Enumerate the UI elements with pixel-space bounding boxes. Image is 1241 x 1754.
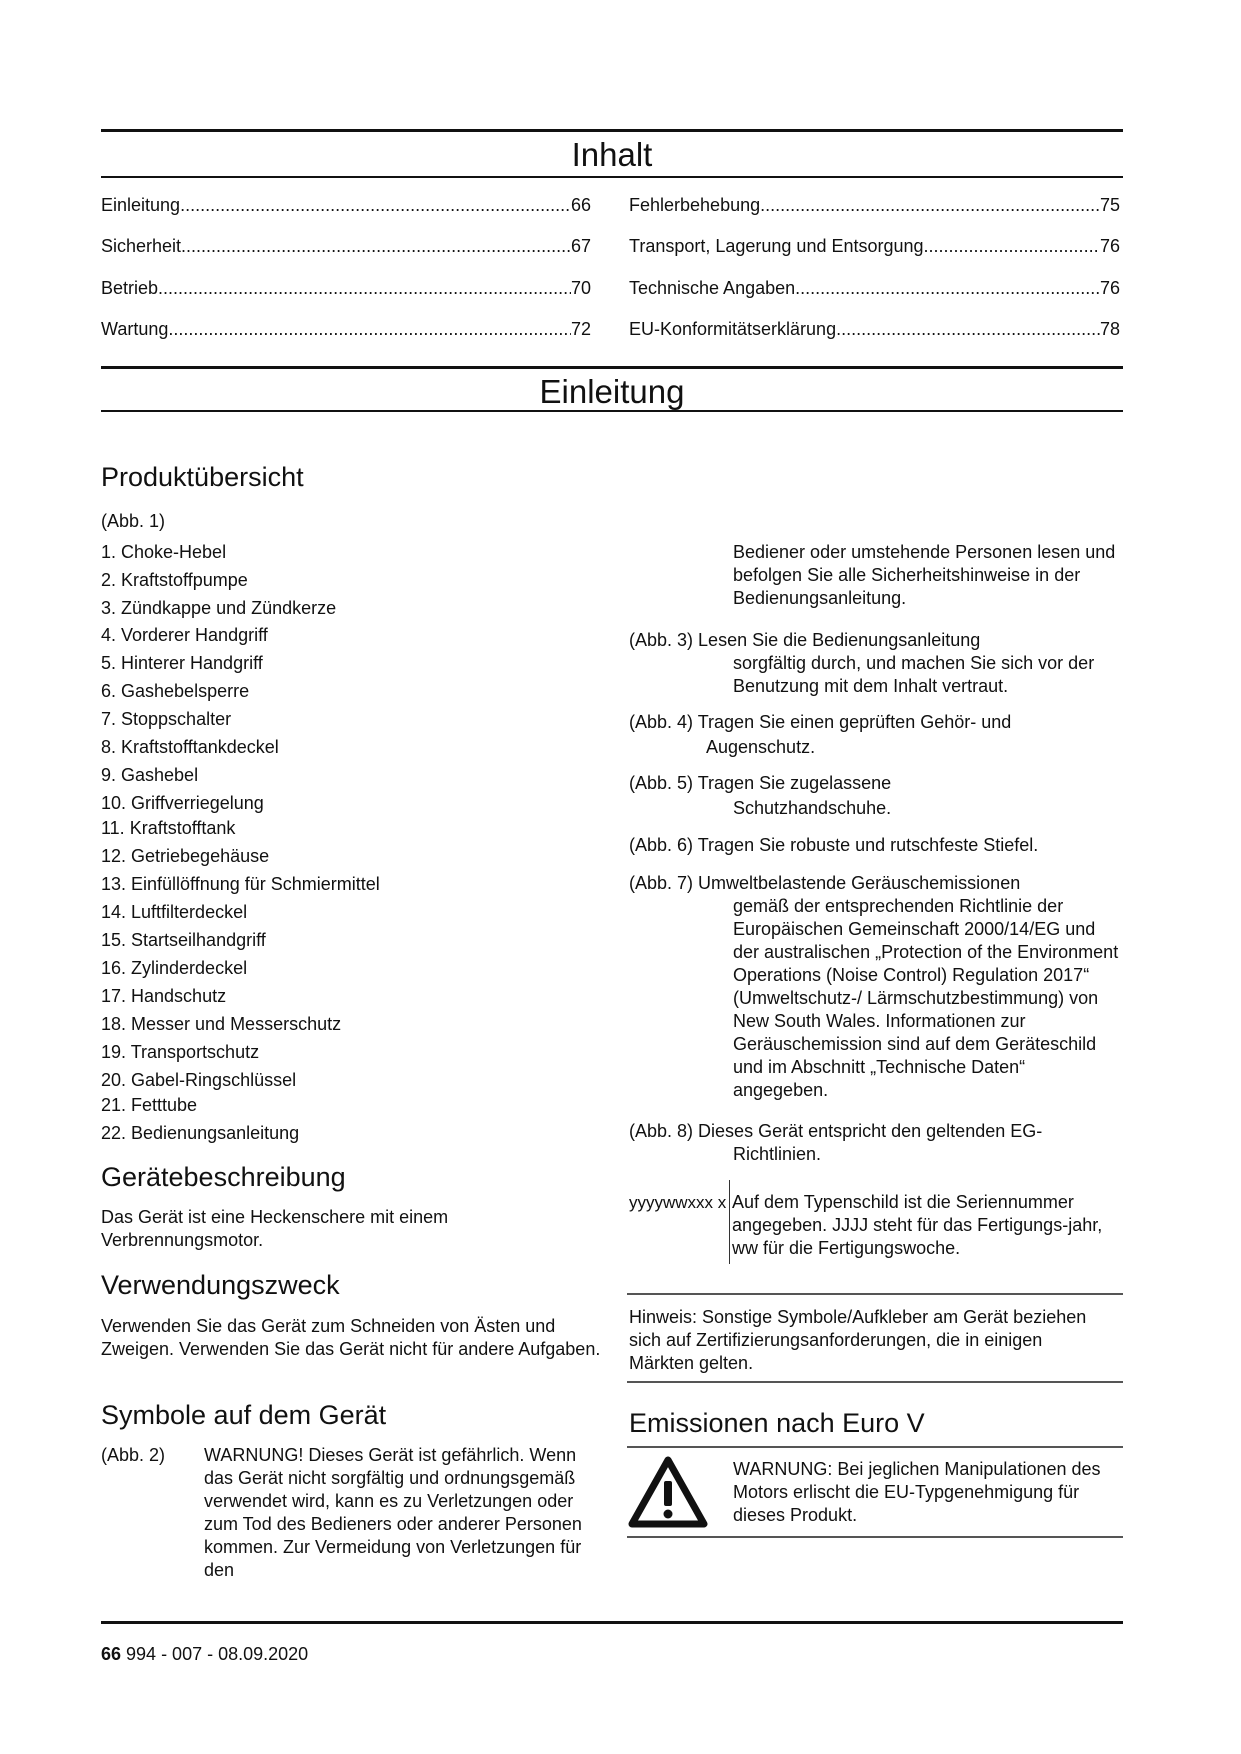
warning-body: Bei jeglichen Manipulationen des Motors erlischt die EU-Typgenehmigung für dieses Produkt. bbox=[733, 1459, 1101, 1525]
abb7-rest: gemäß der entsprechenden Richtlinie der Europäischen Gemeinschaft 2000/14/EG und der australischen „Protection of the Environment Operations (Noise Control) Regulation 2017“ (Umweltschutz-/ Lärmschutzbestimmung) von New South Wales. Informationen zur Geräuschemission sind auf dem Geräteschild und im Abschnitt „Technische Daten“ angegeben. bbox=[733, 896, 1119, 1100]
section-top-rule bbox=[101, 366, 1123, 369]
list-item: 20. Gabel-Ringschlüssel bbox=[101, 1070, 297, 1090]
list-item: 11. Kraftstofftank bbox=[101, 818, 236, 838]
toc-entry-label: Sicherheit bbox=[101, 236, 182, 256]
produkt-figure-ref: (Abb. 1) bbox=[101, 511, 166, 531]
abb5-entry bbox=[629, 772, 1121, 795]
abb3-entry bbox=[629, 629, 1121, 652]
hinweis-top-rule bbox=[627, 1293, 1123, 1295]
toc-entry-label: Betrieb bbox=[101, 278, 159, 298]
abb4-entry bbox=[629, 711, 1121, 734]
abb-first-line: Tragen Sie einen geprüften Gehör- und bbox=[697, 712, 1012, 732]
emissionen-heading: Emissionen nach Euro V bbox=[629, 1408, 925, 1438]
section-bottom-rule bbox=[101, 410, 1123, 412]
abb-label: (Abb. 5) bbox=[629, 773, 694, 793]
list-item: 17. Handschutz bbox=[101, 986, 227, 1006]
abb-first-line: Lesen Sie die Bedienungsanleitung bbox=[698, 630, 981, 650]
abb6-entry bbox=[629, 834, 1129, 857]
abb-label: (Abb. 7) bbox=[629, 873, 694, 893]
abb4-rest: Augenschutz. bbox=[706, 737, 816, 757]
emissionen-bottom-rule bbox=[627, 1536, 1123, 1538]
toc-entry-label: Fehlerbehebung bbox=[629, 195, 761, 215]
abb8-entry bbox=[629, 1120, 1129, 1143]
produkt-heading: Produktübersicht bbox=[101, 462, 304, 492]
list-item: 8. Kraftstofftankdeckel bbox=[101, 737, 279, 757]
list-item: 21. Fetttube bbox=[101, 1095, 198, 1115]
footer bbox=[101, 1643, 308, 1666]
list-item: 14. Luftfilterdeckel bbox=[101, 902, 248, 922]
toc-bottom-rule bbox=[101, 176, 1123, 178]
abb2-continuation: Bediener oder umstehende Personen lesen und befolgen Sie alle Sicherheitshinweise in der Bedienungsanleitung. bbox=[733, 542, 1116, 608]
toc-entry[interactable] bbox=[101, 277, 591, 299]
list-item: 13. Einfüllöffnung für Schmiermittel bbox=[101, 874, 380, 894]
abb8-rest: Richtlinien. bbox=[733, 1144, 822, 1164]
doc-reference: 994 - 007 - 08.09.2020 bbox=[121, 1644, 309, 1664]
abb-first-line: Dieses Gerät entspricht den geltenden EG- bbox=[698, 1121, 1043, 1141]
list-item: 6. Gashebelsperre bbox=[101, 681, 250, 701]
toc-entry[interactable] bbox=[101, 194, 591, 216]
list-item: 2. Kraftstoffpumpe bbox=[101, 570, 248, 590]
geraete-heading: Gerätebeschreibung bbox=[101, 1162, 346, 1192]
list-item: 12. Getriebegehäuse bbox=[101, 846, 270, 866]
symbole-heading: Symbole auf dem Gerät bbox=[101, 1400, 387, 1430]
toc-entry[interactable] bbox=[629, 194, 1120, 216]
abb-first-line: Umweltbelastende Geräuschemissionen bbox=[698, 873, 1021, 893]
footer-rule bbox=[101, 1621, 1123, 1624]
abb3-rest: sorgfältig durch, und machen Sie sich vor der Benutzung mit dem Inhalt vertraut. bbox=[733, 653, 1095, 696]
toc-entry-label: Einleitung bbox=[101, 195, 181, 215]
toc-entry-page: 75 bbox=[1099, 195, 1120, 215]
hinweis-body: Sonstige Symbole/Aufkleber am Gerät beziehen sich auf Zertifizierungsanforderungen, die in einigen Märkten gelten. bbox=[629, 1307, 1087, 1373]
list-item: 10. Griffverriegelung bbox=[101, 793, 264, 813]
toc-entry-label: EU-Konformitätserklärung bbox=[629, 319, 837, 339]
list-item: 22. Bedienungsanleitung bbox=[101, 1123, 300, 1143]
hinweis-bottom-rule bbox=[627, 1381, 1123, 1383]
abb-label: (Abb. 3) bbox=[629, 630, 694, 650]
toc-entry-page: 76 bbox=[1099, 236, 1120, 256]
list-item: 16. Zylinderdeckel bbox=[101, 958, 248, 978]
abb2-label: (Abb. 2) bbox=[101, 1445, 166, 1465]
toc-entry[interactable] bbox=[629, 235, 1120, 257]
section-title: Einleitung bbox=[539, 373, 685, 410]
list-item: 7. Stoppschalter bbox=[101, 709, 232, 729]
abb5-rest: Schutzhandschuhe. bbox=[733, 798, 892, 818]
toc-entry-label: Technische Angaben bbox=[629, 278, 796, 298]
list-item: 3. Zündkappe und Zündkerze bbox=[101, 598, 337, 618]
warning-label: WARNUNG: bbox=[733, 1459, 833, 1479]
list-item: 19. Transportschutz bbox=[101, 1042, 260, 1062]
toc-entry-page: 66 bbox=[570, 195, 591, 215]
abb-first-line: Tragen Sie zugelassene bbox=[697, 773, 892, 793]
abb-label: (Abb. 4) bbox=[629, 712, 694, 732]
list-item: 18. Messer und Messerschutz bbox=[101, 1014, 342, 1034]
toc-title: Inhalt bbox=[571, 136, 653, 173]
abb-first-line: Tragen Sie robuste und rutschfeste Stiefel. bbox=[697, 835, 1039, 855]
warning-triangle-icon bbox=[627, 1455, 709, 1529]
serial-code: yyyywwxxx x bbox=[629, 1193, 727, 1212]
abb2-text: WARNUNG! Dieses Gerät ist gefährlich. Wenn das Gerät nicht sorgfältig und ordnungsgemäß verwendet wird, kann es zu Verletzungen oder zum Tod des Bedieners oder anderer Personen kommen. Zur Vermeidung von Verletzungen für den bbox=[204, 1445, 582, 1580]
toc-entry[interactable] bbox=[629, 318, 1120, 340]
toc-entry[interactable] bbox=[101, 318, 591, 340]
toc-entry-label: Wartung bbox=[101, 319, 169, 339]
list-item: 15. Startseilhandgriff bbox=[101, 930, 266, 950]
serial-divider bbox=[729, 1180, 730, 1264]
abb7-entry bbox=[629, 872, 1121, 895]
abb-label: (Abb. 8) bbox=[629, 1121, 694, 1141]
toc-entry-page: 67 bbox=[570, 236, 591, 256]
toc-entry-page: 72 bbox=[570, 319, 591, 339]
toc-entry-label: Transport, Lagerung und Entsorgung bbox=[629, 236, 924, 256]
hinweis-label: Hinweis: bbox=[629, 1307, 698, 1327]
toc-entry[interactable] bbox=[101, 235, 591, 257]
hinweis-text bbox=[629, 1306, 1109, 1375]
list-item: 5. Hinterer Handgriff bbox=[101, 653, 263, 673]
toc-entry-page: 76 bbox=[1099, 278, 1120, 298]
zweck-text: Verwenden Sie das Gerät zum Schneiden von Ästen und Zweigen. Verwenden Sie das Gerät nicht für andere Aufgaben. bbox=[101, 1316, 601, 1359]
toc-entry-page: 70 bbox=[570, 278, 591, 298]
serial-text: Auf dem Typenschild ist die Seriennummer angegeben. JJJJ steht für das Fertigungs-jahr, ww für die Fertigungswoche. bbox=[732, 1192, 1103, 1258]
emissionen-warning bbox=[733, 1458, 1123, 1527]
toc-entry[interactable] bbox=[629, 277, 1120, 299]
list-item: 9. Gashebel bbox=[101, 765, 199, 785]
page-number: 66 bbox=[101, 1644, 122, 1664]
abb-label: (Abb. 6) bbox=[629, 835, 694, 855]
geraete-text: Das Gerät ist eine Heckenschere mit einem Verbrennungsmotor. bbox=[101, 1207, 449, 1250]
emissionen-top-rule bbox=[627, 1446, 1123, 1448]
zweck-heading: Verwendungszweck bbox=[101, 1270, 340, 1300]
toc-top-rule bbox=[101, 129, 1123, 132]
list-item: 4. Vorderer Handgriff bbox=[101, 625, 268, 645]
toc-entry-page: 78 bbox=[1099, 319, 1120, 339]
list-item: 1. Choke-Hebel bbox=[101, 542, 227, 562]
